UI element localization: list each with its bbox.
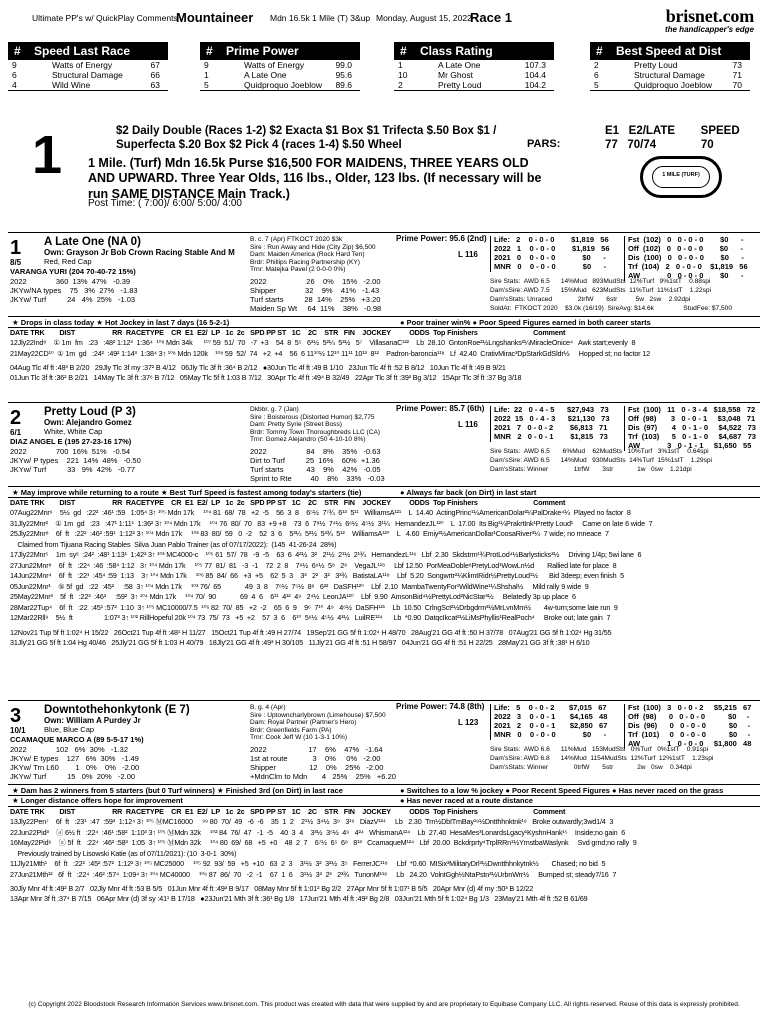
horse-divider bbox=[8, 700, 760, 701]
life-line: Life: 22 0 - 4 - 5 $27,943 73 bbox=[494, 405, 609, 414]
jockey-stat-line: JKYw/ Turf 33 9% 42% -0.77 bbox=[10, 465, 136, 474]
summary-horse: A Late One bbox=[244, 70, 287, 80]
trainer-stat-line: 1st at route 3 0% 0% -2.00 bbox=[250, 754, 381, 763]
negative-highlights-2: ● Has never raced at a route distance bbox=[400, 796, 533, 805]
breeding-line: Trnr: Gomez Alejandro (50 4-10-10 8%) bbox=[250, 436, 366, 443]
weight: L 123 bbox=[458, 718, 479, 727]
horse-divider bbox=[8, 232, 760, 233]
workout-line: 13Apr Mnr 3f ft :37⁴ B 7/15 06Apr Mnr (d) 3f sy :41¹ B 17/18 ●23Jun'21 Mth 3f ft :36¹ Bg 1/8 17Jun'21 Mth 4f ft :49² Bg 2/8 03Jun'21 Mth 5f ft 1:02⁴ Bg 1/3 23May'21 Mth 4f ft :52 B 61/69 bbox=[10, 895, 588, 903]
past-performance-line: Claimed from Tijuana Racing Stables Silva Juan Pablo Trainer (as of 07/17/2022): (145 41-26-24 28%) bbox=[10, 540, 337, 549]
morning-line-odds: 8/5 bbox=[10, 258, 22, 267]
summary-horse: Structural Damage bbox=[634, 70, 705, 80]
prime-power-title: Prime Power bbox=[226, 44, 299, 58]
weight: L 116 bbox=[458, 250, 478, 259]
summary-pp: 9 bbox=[12, 60, 17, 70]
owner: Own: William A Purdey Jr bbox=[44, 716, 141, 725]
horse-name: Pretty Loud (P 3) bbox=[44, 406, 136, 418]
breeding-line: Trnr: Cook Jeff W (10 1-3-1 10%) bbox=[250, 734, 348, 741]
summary-value: 104.4 bbox=[524, 70, 546, 80]
surface-record bbox=[624, 704, 760, 749]
summary-row bbox=[8, 60, 168, 70]
breeding-line: Brdr: Greenfields Farm (PA) bbox=[250, 726, 332, 734]
negative-highlights: ● Poor trainer win% ● Poor Speed Figures earned in both career starts bbox=[400, 318, 651, 327]
breeding-line: Dam: Maiden America (Rock Hard Ten) bbox=[250, 251, 365, 258]
sire-stat-line: Dam'sSire: AWD 6.8 14%Mud 1154MudSts 12%Turf 12%1stT 1.23spi bbox=[490, 755, 714, 762]
past-performance-line: 16May22Pid⁶ ⓐ 5f ft :22⁴ :46² :58³ 1:05 3↑ ¹⁰⁵ ⓂMdn 32k ¹⁰⁴ 80 69/ 68 +5 +0 48 2 7 6⁷½ 6⁵ 6⁸ 8¹³ CcamaqueM¹²⁴ Lbf 20.00 Bckdrprty⁴TrplRRn¹½YmstbaWaslynk Svd grnd;no rally 9 bbox=[10, 839, 637, 847]
summary-row bbox=[590, 80, 750, 90]
summary-row bbox=[8, 70, 168, 80]
sire-stats bbox=[490, 278, 732, 314]
morning-line-odds: 6/1 bbox=[10, 428, 22, 437]
life-line: 2022 3 0 - 0 - 1 $4,165 48 bbox=[494, 712, 608, 721]
summary-row bbox=[394, 70, 554, 80]
workout-line: 31Jly'21 GG 5f ft 1:04 Hg 40/46 25Jly'21 GG 5f ft 1:03 H 40/79 18Jly'21 GG 4f ft :49³ H 30/105 11Jly'21 GG 4f ft :51 H 58/97 04Jun'21 GG 4f ft :51 H 22/25 28May'21 GG 3f ft :38¹ H 6/10 bbox=[10, 638, 590, 647]
summary-pp: 6 bbox=[12, 70, 17, 80]
past-performance-line: 11Jly21Mth¹ 6f ft :22² :45² :57² 1:12² 3↑ ¹⁰⁵ MC25000 ¹⁰⁵ 92 93/ 59 +5 +10 63 2 3 3¹½ 3² 3²½ 3⁵ FerrerJC¹¹⁸ Lbf *0.60 MISix³MilitaryDrl³½Dwntthhnkytnk½ Chased; no bid 5 bbox=[10, 860, 606, 868]
sire-stat-line: Sire Stats: AWD 6.5 6%Mud 62MudSts 10%Turf 3%1stT 0.64spi bbox=[490, 448, 709, 455]
life-line: 2022 15 0 - 4 - 3 $21,130 73 bbox=[494, 414, 610, 423]
summary-pp: 10 bbox=[398, 70, 408, 80]
logo-tagline: the handicapper's edge bbox=[664, 24, 754, 34]
surface-line: Off (102) 0 0 - 0 - 0 $0 - bbox=[628, 244, 744, 253]
speed-last-race-box: # Speed Last Race 9 Watts of Energy 67 6 Structural Damage 66 4 Wild Wine 63 bbox=[8, 42, 168, 91]
sire-stat-line: SoldAt: FTKOCT 2020 $3.0k (16/19) SireAvg: $14.6k StudFee: $7,500 bbox=[490, 305, 733, 312]
summary-pp: 9 bbox=[204, 60, 209, 70]
silks: White, White Cap bbox=[44, 427, 103, 436]
past-performance-line: 17Jly22Mnr⁵ 1m syˢ :24² :48¹ 1:13¹ 1:42³ 3↑ ¹⁰³ MC4000-c ¹⁰⁵ 61 57/ 78 -9 -5 63 6 4²½ 3² 2¹½ 2¹½ 2¹¾ HernandezL¹¹⁶ Lbf 2.30 Skdstrm¹¾ProtLod⁴½Barlysticks³½ Driving 1/4p; 5wi lane 6 bbox=[10, 551, 642, 559]
surface-line: Off (98) 3 0 - 0 - 1 $3,048 71 bbox=[628, 414, 756, 423]
track-name: Mountaineer bbox=[176, 10, 254, 25]
summary-value: 63 bbox=[150, 80, 160, 90]
summary-pp: 6 bbox=[594, 70, 599, 80]
highlights bbox=[8, 316, 760, 328]
past-performance-line: 31Jly22Mnr² ① 1m gd :23 :47¹ 1:11¹ 1:36² 3↑ ¹⁰⁴ Mdn 17k ¹⁰⁴ 76 80/ 70 83 +9 +8 73 6 7⁸½ 7⁴½ 6⁶½ 4⁵½ 3¹¼ HernandezJL¹²⁰ L 17.00 Its Big¹¼PrakrtInk¹Pretty Loud¹ Came on late 6 wide 7 bbox=[10, 519, 653, 528]
trainer-stat-line: 2022 17 6% 47% -1.64 bbox=[250, 745, 383, 754]
program-number: 3 bbox=[10, 705, 22, 727]
surface-line: Trf (104) 2 0 - 0 - 0 $1,819 56 bbox=[628, 262, 748, 271]
summary-row bbox=[200, 80, 360, 90]
breeding-line: Dam: Pretty Syrie (Street Boss) bbox=[250, 421, 342, 428]
workout-line: 01Jun Tlc 3f ft :36² B 2/21 14May Tlc 3f ft :37⁶ B 7/12 05May Tlc 5f ft 1:03 B 7/12 30Apr Tlc 4f ft :49⁴ B 32/49 22Apr Tlc 3f ft :39³ Bg 3/12 15Apr Tlc 3f ft :37 Bg 3/18 bbox=[10, 374, 522, 382]
summary-row bbox=[394, 80, 554, 90]
best-speed-title: Best Speed at Dist bbox=[616, 44, 722, 58]
jockey-stat-line: 2022 360 13% 47% -0.39 bbox=[10, 277, 131, 286]
breeding-line: Brdr: Tommy Town Thoroughbreds LLC (CA) bbox=[250, 428, 381, 436]
breeding-line: Sire : Uptowncharlybrown (Limehouse) $7,500 bbox=[250, 711, 386, 719]
summary-horse: Watts of Energy bbox=[52, 60, 113, 70]
jockey-stat-line: JKYw/ Trn L60 1 0% 0% -2.00 bbox=[10, 763, 140, 772]
summary-row bbox=[200, 70, 360, 80]
sire-stat-line: Sire Stats: AWD 6.5 14%Mud 893MudSts 12%Turf 9%1stT 0.88spi bbox=[490, 278, 711, 285]
summary-row bbox=[590, 70, 750, 80]
positive-highlights: ★ May improve while returning to a route ★ Best Turf Speed is fastest among today's starters (tie) bbox=[12, 488, 362, 497]
trainer-stat-line: Turf starts 43 9% 42% -0.05 bbox=[250, 465, 381, 474]
trainer-stat-line: Turf starts 28 14% 25% +3.20 bbox=[250, 295, 381, 304]
jockey-stat-line: JKYw/ E types 127 6% 30% -1.49 bbox=[10, 754, 139, 763]
morning-line-odds: 10/1 bbox=[10, 726, 26, 735]
race-info: Mdn 16.5k 1 Mile (T) 3&up bbox=[270, 13, 371, 23]
surface-record bbox=[624, 236, 760, 281]
brisnet-logo bbox=[665, 6, 754, 34]
silks: Red, Red Cap bbox=[44, 257, 92, 266]
life-line: 2021 7 0 - 0 - 2 $6,813 71 bbox=[494, 423, 608, 432]
sire-stats bbox=[490, 448, 712, 475]
positive-highlights: ★ Dam has 2 winners from 5 starters (but 0 Turf winners) ★ Finished 3rd (on Dirt) in last race bbox=[12, 786, 343, 795]
pars-vals: 77 70/74 70 bbox=[605, 139, 714, 152]
race-date: Monday, August 15, 2022 bbox=[376, 13, 472, 23]
trainer-stat-line: Dirt to Turf 25 16% 60% +1.36 bbox=[250, 456, 380, 465]
past-performance-line: 27Jun21Mth¹² 6f ft :22⁴ :46² :57⁴ 1:09⁴ 3↑ ¹⁰⁴ MC40000 ¹⁰⁶ 87 86/ 70 -2 -1 67 1 6 3¹½ 3³ 2³ 2³¾ TunonM¹¹⁸ Lb 24.20 VolntGgh½NtaPstn³½UrbnWrr½ Bumped st; steady7/16 7 bbox=[10, 870, 617, 879]
sire-stat-line: Dam'sSire: AWD 6.5 14%Mud 930MudSts 14%Turf 15%1stT 1.29spi bbox=[490, 457, 713, 464]
highlights-2 bbox=[8, 795, 760, 807]
class-rating-rows bbox=[394, 60, 554, 90]
summary-horse: Pretty Loud bbox=[438, 80, 482, 90]
best-speed-box: # Best Speed at Dist 2 Pretty Loud 73 6 Structural Damage 71 5 Quidproquo Joeblow 70 bbox=[590, 42, 750, 91]
prime-power: Prime Power: 95.6 (2nd) bbox=[396, 234, 487, 243]
trainer-stat-line: 2022 26 0% 15% -2.00 bbox=[250, 277, 381, 286]
breeding-line: Brdr: Phillips Racing Partnership (KY) bbox=[250, 258, 360, 266]
life-line: Life: 5 0 - 0 - 2 $7,015 67 bbox=[494, 703, 607, 712]
breeding-line: Sire : Boisterous (Distorted Humor) $2,775 bbox=[250, 413, 375, 421]
jockey-stat-line: 2022 102 6% 30% -1.32 bbox=[10, 745, 128, 754]
summary-horse: Watts of Energy bbox=[244, 60, 305, 70]
speed-last-race-rows bbox=[8, 60, 168, 90]
pp-header: DATE TRK DIST RR RACETYPE CR E1 E2/ LP 1c 2c SPD PP ST 1C 2C STR FIN JOCKEY ODDS Top Finishers Comment bbox=[10, 807, 566, 816]
breeding-line: Sire : Run Away and Hide (City Zip) $6,500 bbox=[250, 243, 376, 251]
wager-info: $2 Daily Double (Races 1-2) $2 Exacta $1 Box $1 Trifecta $.50 Box $1 / Superfecta $.20 Box $2 Pick 4 (races 1-4) $.50 Wheel bbox=[116, 125, 497, 152]
horse-name: A Late One (NA 0) bbox=[44, 236, 141, 248]
weight: L 116 bbox=[458, 420, 478, 429]
summary-row bbox=[394, 60, 554, 70]
horse-divider bbox=[8, 402, 760, 403]
owner: Own: Grayson Jr Bob Crown Racing Stable And M bbox=[44, 248, 235, 257]
summary-value: 89.6 bbox=[335, 80, 352, 90]
sire-stat-line: Dam'sSire: AWD 7.5 15%Mud 623MudSts 11%Turf 11%1stT 1.22spi bbox=[490, 287, 712, 294]
life-line: Life: 2 0 - 0 - 0 $1,819 56 bbox=[494, 235, 609, 244]
life-line: MNR 0 0 - 0 - 0 $0 - bbox=[494, 730, 607, 739]
past-performance-line: Previously trained by Lisowski Katie (as of 07/11/2021): (10 3-0-1 30%) bbox=[10, 849, 237, 858]
jockey-stat-line: JKYw/NA types 75 3% 27% -1.83 bbox=[10, 286, 138, 295]
workout-line: 12Nov21 Tup 5f ft 1:02⁴ H 15/22 26Oct21 Tup 4f ft :48¹ H 11/27 15Oct21 Tup 4f ft :49 H 27/74 19Sep'21 GG 5f ft 1:02⁴ H 48/70 28Aug'21 GG 4f ft :50 H 37/78 07Aug'21 GG 5f ft 1:02⁴ Hg 31/55 bbox=[10, 628, 612, 637]
track-diagram bbox=[640, 156, 722, 198]
breeding-line: Dkbbr. g. 7 (Jan) bbox=[250, 406, 299, 413]
race-conditions: 1 Mile. (Turf) Mdn 16.5k Purse $16,500 FOR MAIDENS, THREE YEARS OLD AND UPWARD. Three Year Olds, 116 lbs., Older, 123 lbs. (If necessary will be run SAME DISTANCE Main Track.) bbox=[88, 156, 542, 201]
life-record bbox=[490, 704, 620, 740]
summary-value: 95.6 bbox=[335, 70, 352, 80]
summary-horse: Mr Ghost bbox=[438, 70, 473, 80]
summary-value: 107.3 bbox=[524, 60, 546, 70]
track-label: 1 MILE (TURF) bbox=[652, 166, 710, 188]
summary-horse: Quidproquo Joeblow bbox=[244, 80, 322, 90]
summary-pp: 1 bbox=[204, 70, 209, 80]
surface-record bbox=[624, 406, 760, 451]
surface-line: Fst (102) 0 0 - 0 - 0 $0 - bbox=[628, 235, 744, 244]
jockey-stat-line: JKYw/ P types 221 14% 48% -0.50 bbox=[10, 456, 141, 465]
prime-power-rows bbox=[200, 60, 360, 90]
pp-header: DATE TRK DIST RR RACETYPE CR E1 E2/ LP 1c 2c SPD PP ST 1C 2C STR FIN JOCKEY ODDS Top Finishers Comment bbox=[10, 328, 566, 337]
class-rating-title: Class Rating bbox=[420, 44, 493, 58]
trainer-stat-line: Sprint to Rte 40 8% 33% -0.03 bbox=[250, 474, 385, 483]
pars-head: E1 E2/LATE SPEED bbox=[605, 125, 740, 137]
prime-power: Prime Power: 85.7 (6th) bbox=[396, 404, 485, 413]
jockey: VARANGA YURI (204 70-40-72 15%) bbox=[10, 267, 136, 276]
surface-line: Dis (97) 4 0 - 1 - 0 $4,522 73 bbox=[628, 423, 756, 432]
past-performance-line: 13Jly22Pen⁷ 6f ft :23¹ :47 :59³ 1:12⁴ 3↑ ¹⁰⁵ ⓂMC16000 ⁹⁹ 80 70/ 49 -6 -6 35 1 2 2¹½ 3⁴½ 3⁹ 3¹⁹ DiazV¹²⁴ Lb 2.30 Trn½DbITmBay¹⁹½Dntthhnktnk¹⁹ Broke outwardly;3wd1/4 3 bbox=[10, 818, 614, 826]
summary-row bbox=[200, 60, 360, 70]
breeding-line: B. g. 4 (Apr) bbox=[250, 704, 286, 711]
summary-pp: 2 bbox=[398, 80, 403, 90]
program-number: 2 bbox=[10, 407, 22, 429]
summary-value: 70 bbox=[732, 80, 742, 90]
breeding bbox=[250, 704, 386, 742]
race-number-label: Race 1 bbox=[470, 10, 512, 25]
pars-values bbox=[605, 124, 755, 153]
trainer-stat-line: Shipper 32 9% 41% -1.43 bbox=[250, 286, 380, 295]
trainer-stat-line: Shipper 12 0% 25% -2.00 bbox=[250, 763, 384, 772]
copyright-footer: (c) Copyright 2022 Bloodstock Research Information Services www.brisnet.com. This product was created with data that were supplied by and are proprietary to Equibase Company LLC. All rights reserved. Reuse of this data is expressly prohibited. bbox=[28, 1000, 740, 1008]
breeding-line: Dam: Royal Partner (Partner's Hero) bbox=[250, 719, 357, 726]
prime-power: Prime Power: 74.8 (8th) bbox=[396, 702, 485, 711]
surface-line: Trf (103) 5 0 - 1 - 0 $4,687 73 bbox=[628, 432, 756, 441]
sire-stats bbox=[490, 746, 713, 773]
silks: Blue, Blue Cap bbox=[44, 725, 95, 734]
summary-horse: A Late One bbox=[438, 60, 481, 70]
surface-line: Trf (101) 0 0 - 0 - 0 $0 - bbox=[628, 730, 751, 739]
summary-value: 104.2 bbox=[524, 80, 546, 90]
life-line: 2021 2 0 - 0 - 1 $2,850 67 bbox=[494, 721, 608, 730]
trainer-stat-line: +MdnClm to Mdn 4 25% 25% +6.20 bbox=[250, 772, 396, 781]
horse-name: Downtothehonkytonk (E 7) bbox=[44, 704, 190, 716]
surface-line: AW 0 0 - 0 - 0 $0 - bbox=[628, 271, 744, 280]
speed-last-race-title: Speed Last Race bbox=[34, 44, 131, 58]
workout-line: 04Aug Tlc 4f ft :48³ B 2/20 29Jly Tlc 3f my :37² B 4/12 06Jly Tlc 3f ft :36⁴ B 2/12 ●30Jun Tlc 4f ft :49 B 1/10 23Jun Tlc 4f ft :52 B 8/12 10Jun Tlc 4f ft :49 B 9/21 bbox=[10, 364, 506, 372]
sire-stat-line: Dam'sStats: Winner 0trfW 5str 2w 0sw 0.34dpi bbox=[490, 764, 692, 771]
surface-line: Dis (96) 0 0 - 0 - 0 $0 - bbox=[628, 721, 751, 730]
program-number: 1 bbox=[10, 237, 22, 259]
positive-highlights: ★ Drops in class today ★ Hot Jockey in last 7 days (16 5-2-1) bbox=[12, 318, 230, 327]
class-rating-box: # Class Rating 1 A Late One 107.3 10 Mr Ghost 104.4 2 Pretty Loud 104.2 bbox=[394, 42, 554, 91]
life-line: 2021 0 0 - 0 - 0 $0 - bbox=[494, 253, 606, 262]
top-line bbox=[8, 10, 658, 28]
past-performance-line: 27Jun22Mnr⁸ 6f ft :22⁴ :46 :58⁴ 1:12 3↑ ¹⁰⁴ Mdn 17k ¹⁰⁵ 77 81/ 81 -3 -1 72 2 8 7⁶½ 6⁶½ 5⁸ 2⁸ VegaJL¹¹⁸ Lbf 12.50 PorMeaDoble⁸PretyLod¹WowLn½d Rallied late for place 8 bbox=[10, 561, 617, 570]
summary-row bbox=[8, 80, 168, 90]
sire-stat-line: Dam'sStats: Unraced 2trfW 6str 5w 2sw 2.92dpi bbox=[490, 296, 691, 303]
past-performance-line: 14Jun22Mnr⁴ 6f ft :22¹ :45⁴ :59 1:13 3↑ ¹⁰⁴ Mdn 17k ¹⁰⁶ 85 84/ 66 +3 +5 62 5 3 3³ 2² 3² 3³¾ BatistaLA¹¹⁸ Lbf 5.20 Songwrtr²¼KlimtRidr½PrettyLoud¹½ Bid 3deep; even finish 5 bbox=[10, 572, 624, 580]
summary-pp: 4 bbox=[12, 80, 17, 90]
life-line: MNR 0 0 - 0 - 0 $0 - bbox=[494, 262, 607, 271]
past-performance-line: 21May22CD¹⁰ ① 1m gd :24² :49² 1:14³ 1:38⁴ 3↑ ¹⁰⁸ Mdn 120k ¹⁰⁸ 59 52/ 74 +2 +4 56 6 11¹⁰½ 12¹⁰ 11¹¹ 10¹³ 8¹² Padron-baroncia¹¹⁸ Lf 42.40 CrativMirac³DpStarkGdSldr½ Hopped st; no factor 12 bbox=[10, 349, 650, 358]
summary-value: 99.0 bbox=[335, 60, 352, 70]
summary-pp: 1 bbox=[398, 60, 403, 70]
post-time: Post Time: ( 7:00)/ 6:00/ 5:00/ 4:00 bbox=[88, 198, 242, 209]
owner: Own: Alejandro Gomez bbox=[44, 418, 132, 427]
sire-stat-line: Dam'sStats: Winner 1trfW 3str 1w 0sw 1.21dpi bbox=[490, 466, 692, 473]
jockey-stats bbox=[10, 448, 141, 475]
past-performance-line: 05Jun22Mnr¹ ⑤ 5f gd :22 :45² :58 3↑ ¹⁰⁴ Mdn 17k ¹⁰³ 76/ 65 49 3 8 7⁶½ 7⁵½ 8⁸ 6²² DaSFH¹²⁰ Lbf 2.10 MambaTwentyFor¹WildWine¹¼Shshal½ Mild rally 9 wide 9 bbox=[10, 582, 589, 591]
jockey-stat-line: JKYw/ Turf 24 4% 25% -1.03 bbox=[10, 295, 136, 304]
summary-pp: 5 bbox=[594, 80, 599, 90]
jockey-stats bbox=[10, 746, 139, 782]
surface-line: Fst (100) 11 0 - 3 - 4 $18,558 72 bbox=[628, 405, 756, 414]
summary-value: 71 bbox=[732, 70, 742, 80]
negative-highlights: ● Switches to a low % jockey ● Poor Recent Speed Figures ● Has never raced on the grass bbox=[400, 786, 724, 795]
surface-line: AW 3 0 - 1 - 1 $1,650 55 bbox=[628, 441, 752, 450]
surface-line: AW 1 0 - 0 - 0 $1,800 48 bbox=[628, 739, 752, 748]
jockey: DIAZ ANGEL E (195 27-23-16 17%) bbox=[10, 437, 132, 446]
logo-text: brisnet.com bbox=[665, 6, 754, 26]
life-line: 2022 1 0 - 0 - 0 $1,819 56 bbox=[494, 244, 610, 253]
summary-row bbox=[590, 60, 750, 70]
prime-power-box: # Prime Power 9 Watts of Energy 99.0 1 A Late One 95.6 5 Quidproquo Joeblow 89.6 bbox=[200, 42, 360, 91]
summary-horse: Pretty Loud bbox=[634, 60, 678, 70]
trainer-stat-line: Maiden Sp Wt 64 11% 38% -0.98 bbox=[250, 304, 382, 313]
summary-horse: Wild Wine bbox=[52, 80, 91, 90]
breeding-line: B. c. 7 (Apr) FTKOCT 2020 $3k bbox=[250, 236, 343, 243]
life-record bbox=[490, 406, 620, 442]
past-performance-line: 07Aug22Mnr⁶ 5½ gd :22² :46¹ :59 1:05⁴ 3↑ ¹⁰⁵ Mdn 17k ¹⁰⁴ 81 68/ 78 +2 -5 56 3 8 6⁵½ 7⁷¾ 6¹³ 5¹¹ WilliamsA¹²¹ L 14.40 ActingPrinc¹¼AmericanDolar²¼PalDrake⁴¼ Played no factor 8 bbox=[10, 509, 631, 517]
past-performance-line: 28Mar22Tup⁴ 6f ft :22 :45¹ :57² 1:10 3↑ ¹⁰⁵ MC10000/7.5 ¹⁰⁶ 82 70/ 85 +2 -2 65 6 9 9⁶ 7¹⁰ 4⁹ 4⁶½ DaSFH¹²¹ Lb 10.50 CrlngSct²½Drbgdrm³½MrLvnMm½ 4w-turn;some late run 9 bbox=[10, 603, 618, 612]
product-name: Ultimate PP's w/ QuickPlay Comments bbox=[32, 13, 178, 23]
breeding-line: Trnr: Matejka Pavel (2 0-0-0 0%) bbox=[250, 266, 346, 273]
breeding bbox=[250, 406, 380, 444]
life-record bbox=[490, 236, 620, 272]
negative-highlights: ● Always far back (on Dirt) in last start bbox=[400, 488, 537, 497]
life-line: MNR 2 0 - 0 - 1 $1,815 73 bbox=[494, 432, 608, 441]
highlights bbox=[8, 486, 760, 498]
summary-pp: 5 bbox=[204, 80, 209, 90]
pp-header: DATE TRK DIST RR RACETYPE CR E1 E2/ LP 1c 2c SPD PP ST 1C 2C STR FIN JOCKEY ODDS Top Finishers Comment bbox=[10, 498, 566, 507]
past-performance-line: 12Jly22Ind⁸ ① 1m fm :23 :48² 1:12³ 1:36⁴ ¹⁰⁸ Mdn 34k ¹⁰⁷ 59 51/ 70 -7 +3 54 8 5⁵ 6³½ 5²¼ 5³½ 5⁷ VillasanaC¹²² Lb 28.10 GntonRoe²½Lngshanks²¼MiracleOnice⁴ Awk start;evenly 8 bbox=[10, 339, 636, 347]
surface-line: Off (98) 0 0 - 0 - 0 $0 - bbox=[628, 712, 750, 721]
sire-stat-line: Sire Stats: AWD 6.6 11%Mud 153MudSts 0%Turf 0%1stT 0.91spi bbox=[490, 746, 709, 753]
summary-value: 73 bbox=[732, 60, 742, 70]
best-speed-rows bbox=[590, 60, 750, 90]
trainer-stat-line: 2022 84 8% 35% -0.63 bbox=[250, 447, 381, 456]
past-performance-line: 12Mar22Rll⁹ 5½ ft 1:07³ 3↑ ¹⁰² RillHopeful 20k ¹⁰⁴ 73 75/ 73 +5 +2 57 3 6 6¹⁰ 5⁶½ 4⁵½ 4³½ LuilRE¹²⁴ Lb *0.90 DatqcIkcat²½LiMsPhyllis¹RealPoch⁴ Broke out; late gain 7 bbox=[10, 614, 611, 622]
jockey: CCAMAQUE MARCO A (89 5-5-17 1%) bbox=[10, 735, 144, 744]
jockey-stat-line: 2022 700 16% 51% -0.54 bbox=[10, 447, 131, 456]
past-performance-line: 22Jun22Pid³ ⓐ 6½ ft :22⁴ :46¹ :58² 1:10³ 3↑ ¹⁰⁵ ⓂMdn 32k ¹⁰² 84 76/ 47 -1 -5 40 3 4 3³½ 3⁵½ 4⁹ 4²⁴ WhismanA¹²⁴ Lb 27.40 HesaMes³LonardsLgacy¹KyshnHank¹⁵ Inside;no gain 6 bbox=[10, 828, 626, 837]
trainer-stats bbox=[250, 746, 396, 782]
pars-label: PARS: bbox=[527, 138, 561, 150]
past-performance-line: 25May22Mnr³ 5f ft :22³ :46³ :59² 3↑ ¹⁰⁴ Mdn 17k ¹⁰⁴ 70/ 90 69 4 6 6¹¹ 4¹² 4⁹ 2⁴½ LeonJA¹²⁰ Lbf 9.90 AmsonBid⁴½PrettyLod²NicStar³½ Belatedly 3p up place 6 bbox=[10, 593, 576, 601]
summary-horse: Quidproquo Joeblow bbox=[634, 80, 712, 90]
summary-value: 66 bbox=[150, 70, 160, 80]
surface-line: Dis (100) 0 0 - 0 - 0 $0 - bbox=[628, 253, 744, 262]
race-number: 1 bbox=[32, 125, 63, 185]
jockey-stat-line: JKYw/ Turf 15 0% 20% -2.00 bbox=[10, 772, 136, 781]
past-performance-line: 25Jly22Mnr⁸ 6f ft :22² :46² :59¹ 1:12² 3↑ ¹⁰⁴ Mdn 17k ¹⁰³ 83 80/ 59 0 -2 52 3 6 5³¼ 5²½ 5³¾ 5¹² WilliamsA¹²⁰ L 4.60 Emiy²½AmericanDollar¹CoosaRiver³¼ 7 wide; no mneace 7 bbox=[10, 530, 609, 538]
summary-horse: Structural Damage bbox=[52, 70, 123, 80]
summary-value: 67 bbox=[150, 60, 160, 70]
trainer-stats bbox=[250, 448, 385, 484]
breeding bbox=[250, 236, 376, 274]
trainer-stats bbox=[250, 278, 381, 314]
jockey-stats bbox=[10, 278, 138, 305]
workout-line: 30Jly Mnr 4f ft :49² B 2/7 02Jly Mnr 4f ft :53 B 5/5 01Jun Mnr 4f ft :49³ B 9/17 08May Mnr 5f ft 1:01² Bg 2/2 27Apr Mnr 5f ft 1:07¹ B 5/5 20Apr Mnr (d) 4f my :50³ B 12/22 bbox=[10, 885, 534, 893]
positive-highlights-2: ★ Longer distance offers hope for improvement bbox=[12, 796, 183, 805]
summary-pp: 2 bbox=[594, 60, 599, 70]
surface-line: Fst (100) 3 0 - 0 - 2 $5,215 67 bbox=[628, 703, 752, 712]
